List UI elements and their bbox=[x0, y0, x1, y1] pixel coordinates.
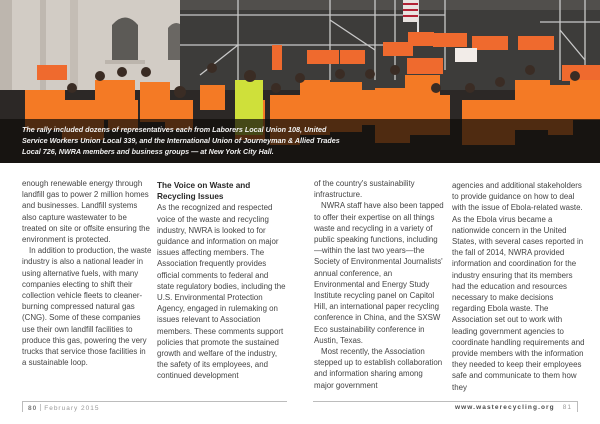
footer-tick-left bbox=[22, 401, 23, 412]
footer-rule-left bbox=[22, 401, 287, 402]
paragraph: agencies and additional stakeholders to provide guidance on how to deal with the issue of Ebola-related waste. As the Ebola virus became a nationwide concern in the United States, with several cases reported in the fall of 2014, NWRA provided information and coordination for the industry ensuring that its members had the education and resources necessary to make decisions regarding Ebola waste. The Association set out to work with leading government agencies to coordinate handling requirements and provide members with the information they needed to keep their employees safe and communicate to them how they bbox=[452, 181, 585, 392]
paragraph: Most recently, the Association stepped up to establish collaboration and information sharing among major government bbox=[314, 347, 443, 390]
website-url: www.wasterecycling.org bbox=[454, 404, 555, 411]
footer-rule-right bbox=[313, 401, 578, 402]
paragraph: As the recognized and respected voice of the waste and recycling industry, NWRA is looked to for guidance and information on major issues affecting members. The Association frequently provides official comments to federal and state regulatory bodies, including the U.S. Environmental Protection Agency, engaged in rulemaking on issues relevant to Association members. These comments support policies that promote the sustained growth and welfare of the industry, the safety of its employees, and continued development bbox=[157, 203, 286, 381]
paragraph: NWRA staff have also been tapped to offer their expertise on all things waste and recycling in a variety of public speaking functions, including—within the last two years—the Society of Environmental Journalists' annual conference, an Environmental and Energy Study Institute recycling panel on Capitol Hill, an international paper recycling conference in China, and the SXSW Eco sustainability conference in Austin, Texas. bbox=[314, 201, 444, 345]
rally-photo bbox=[0, 0, 600, 163]
paragraph: enough renewable energy through landfill gas to power 2 million homes and businesses. Landfill systems also capture wastewater to be treated on site or offsite ensuring the environment is protected. bbox=[22, 179, 150, 245]
footer-left bbox=[28, 404, 100, 412]
article-column-2 bbox=[157, 180, 287, 382]
article-column-1 bbox=[22, 178, 152, 368]
footer-tick-right bbox=[577, 401, 578, 412]
footer-right bbox=[455, 404, 572, 411]
paragraph: of the country's sustainability infrastructure. bbox=[314, 179, 415, 200]
folio-separator bbox=[40, 404, 41, 411]
arched-window bbox=[112, 18, 138, 61]
paragraph: In addition to production, the waste industry is also a national leader in using alternative fuels, with many companies electing to shift their collection vehicle fleets to cleaner-burning compressed natural gas (CNG). Some of these companies use their own landfill facilities to produce this gas, powering the very trucks that service those facilities in a sustainable loop. bbox=[22, 246, 152, 368]
section-heading: The Voice on Waste and Recycling Issues bbox=[157, 181, 251, 202]
page-number-left: 80 bbox=[28, 405, 38, 412]
article-column-4 bbox=[452, 180, 587, 393]
page-number-right: 81 bbox=[562, 404, 572, 411]
photo-caption: The rally included dozens of representatives each from Laborers Local Union 108, United Service Workers Union Local 339, and the International Union of Journeyman & Allied Trades Local 726, NWRA members and business groups — at New York City Hall. bbox=[22, 125, 340, 156]
article-column-3 bbox=[314, 178, 444, 391]
issue-date: February 2015 bbox=[44, 405, 100, 412]
